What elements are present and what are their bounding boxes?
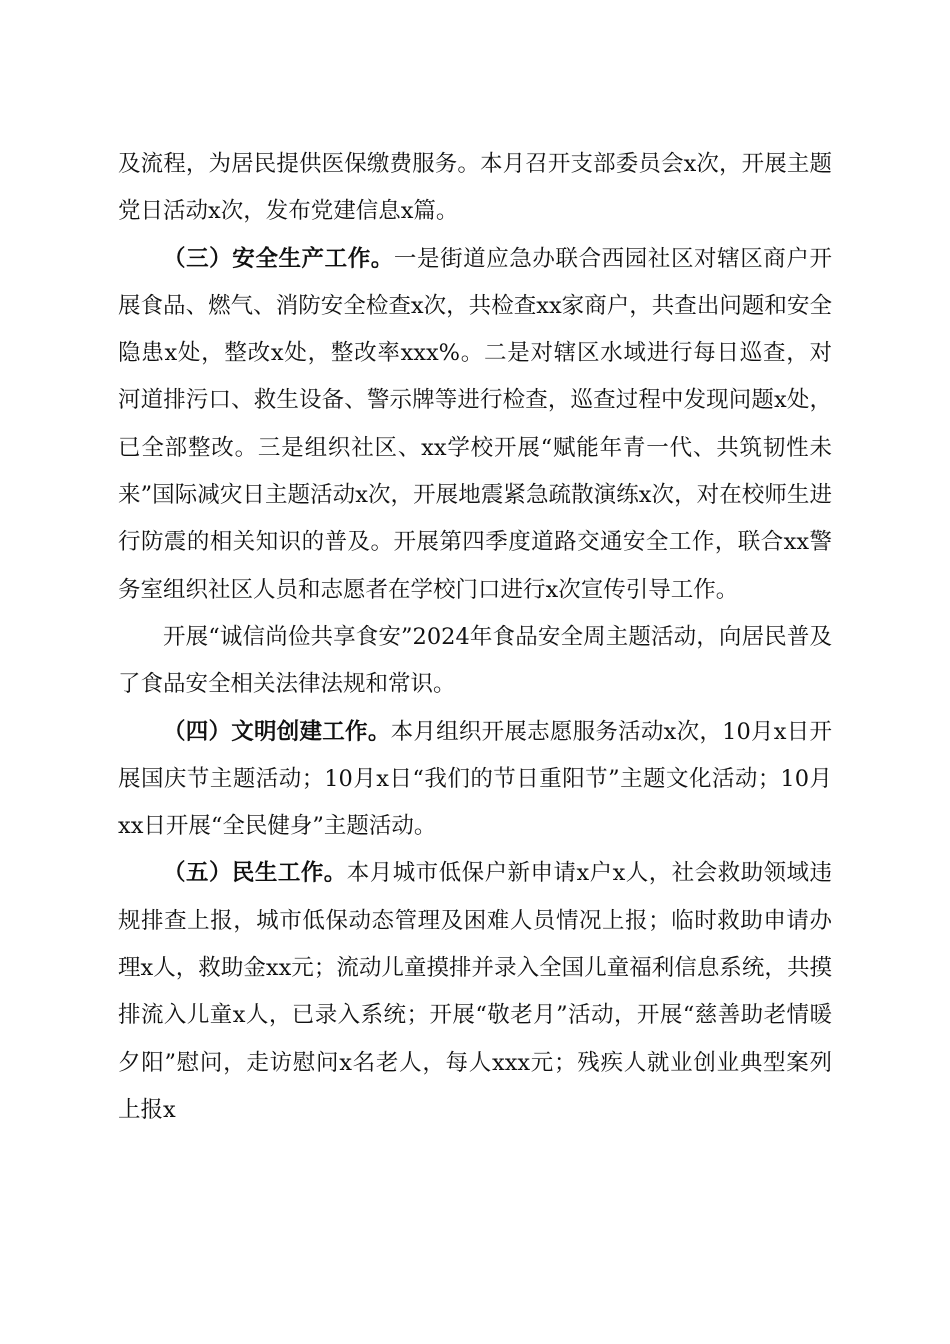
section-body-3: 一是街道应急办联合西园社区对辖区商户开展食品、燃气、消防安全检查x次，共检查xx家商户，共查出问题和安全隐患x处，整改x处，整改率xxx%。二是对辖区水域进行每日巡查，对河道排污口、救生设备、警示牌等进行检查，巡查过程中发现问题x处，已全部整改。三是组织社区、xx学校开展“赋能年青一代、共筑韧性未来”国际减灾日主题活动x次，开展地震紧急疏散演练x次，对在校师生进行防震的相关知识的普及。开展第四季度道路交通安全工作，联合xx警务室组织社区人员和志愿者在学校门口进行x次宣传引导工作。 bbox=[118, 245, 832, 603]
paragraph-food-safety: 开展“诚信尚俭共享食安”2024年食品安全周主题活动，向居民普及了食品安全相关法律法规和常识。 bbox=[118, 623, 832, 698]
document-body bbox=[118, 141, 832, 1134]
section-body-4: 本月组织开展志愿服务活动x次，10月x日开展国庆节主题活动；10月x日“我们的节日重阳节”主题文化活动；10月xx日开展“全民健身”主题活动。 bbox=[118, 718, 832, 840]
section-heading-3: （三）安全生产工作。 bbox=[163, 245, 394, 272]
paragraph-safety-production bbox=[118, 236, 832, 614]
paragraph-livelihood bbox=[118, 850, 832, 1134]
section-body-5: 本月城市低保户新申请x户x人，社会救助领域违规排查上报，城市低保动态管理及困难人员情况上报；临时救助申请办理x人，救助金xx元；流动儿童摸排并录入全国儿童福利信息系统，共摸排流入儿童x人，已录入系统；开展“敬老月”活动，开展“慈善助老情暖夕阳”慰问，走访慰问x名老人，每人xxx元；残疾人就业创业典型案列上报x bbox=[118, 860, 832, 1123]
paragraph-civilization bbox=[118, 709, 832, 851]
paragraph-1: 及流程，为居民提供医保缴费服务。本月召开支部委员会x次，开展主题党日活动x次，发布党建信息x篇。 bbox=[118, 151, 832, 225]
section-heading-5: （五）民生工作。 bbox=[163, 860, 347, 887]
section-heading-4: （四）文明创建工作。 bbox=[163, 718, 391, 745]
